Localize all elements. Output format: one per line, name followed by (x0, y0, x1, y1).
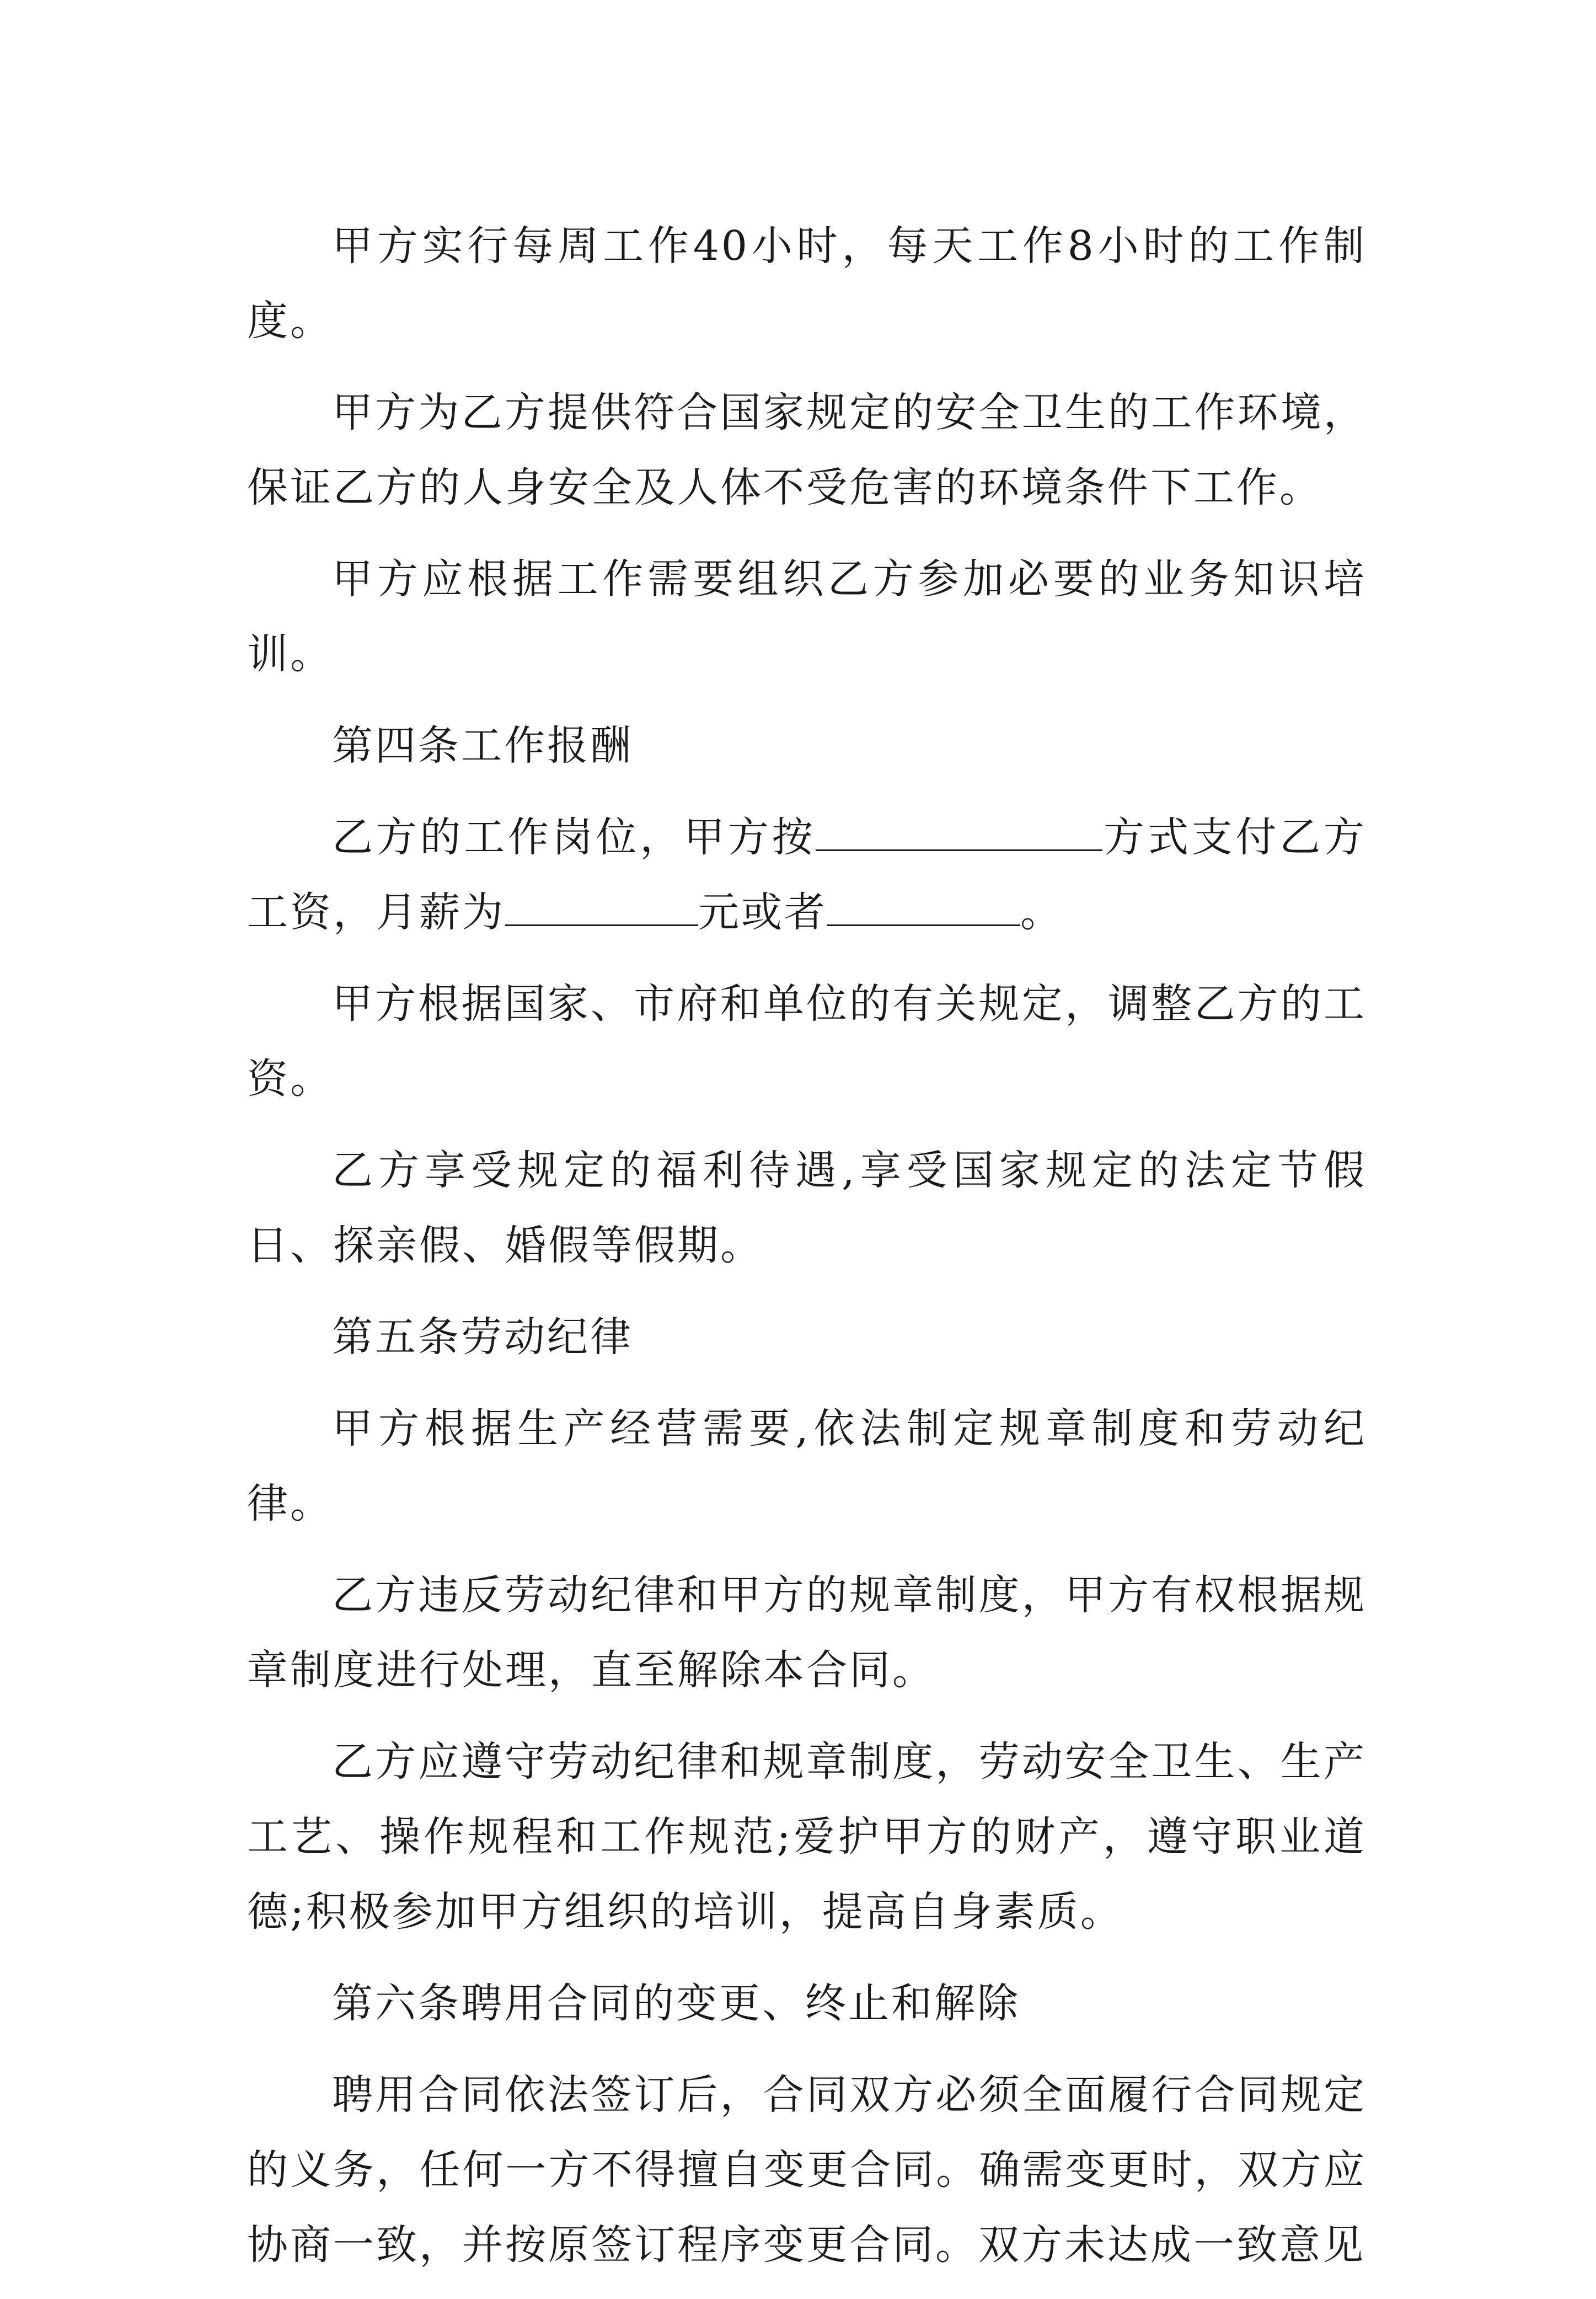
paragraph-rules: 甲方根据生产经营需要,依法制定规章制度和劳动纪律。 (247, 1405, 1367, 1527)
heading-article-6: 第六条聘用合同的变更、终止和解除 (332, 1980, 1020, 2027)
monthly-salary-blank (505, 889, 698, 926)
paragraph-training: 甲方应根据工作需要组织乙方参加必要的业务知识培训。 (247, 555, 1367, 678)
payment-text-3: 元或者 (698, 889, 827, 936)
paragraph-work-environment: 甲方为乙方提供符合国家规定的安全卫生的工作环境，保证乙方的人身安全及人体不受危害的环境条件下工作。 (247, 389, 1367, 511)
heading-article-4: 第四条工作报酬 (332, 722, 633, 769)
payment-method-blank (816, 814, 1102, 851)
paragraph-work-hours: 甲方实行每周工作40小时，每天工作8小时的工作制度。 (247, 222, 1367, 345)
alternative-payment-blank (827, 889, 1020, 926)
payment-text-4: 。 (1020, 889, 1063, 936)
document-page (247, 208, 1367, 2299)
paragraph-benefits: 乙方享受规定的福利待遇,享受国家规定的法定节假日、探亲假、婚假等假期。 (247, 1147, 1367, 1269)
paragraph-salary-adjustment: 甲方根据国家、市府和单位的有关规定，调整乙方的工资。 (247, 980, 1367, 1103)
paragraph-payment (247, 800, 1367, 950)
heading-article-5: 第五条劳动纪律 (332, 1313, 633, 1361)
paragraph-obligations: 乙方应遵守劳动纪律和规章制度，劳动安全卫生、生产工艺、操作规程和工作规范;爱护甲方的财产，遵守职业道德;积极参加甲方组织的培训，提高自身素质。 (247, 1738, 1367, 1936)
payment-text-2: 方式支付乙方工资，月薪为 (247, 814, 1367, 936)
payment-text-1: 乙方的工作岗位，甲方按 (332, 814, 816, 861)
paragraph-contract-change: 聘用合同依法签订后，合同双方必须全面履行合同规定的义务，任何一方不得擅自变更合同。确需变更时，双方应协商一致，并按原签订程序变更合同。双方未达成一致意见 (247, 2071, 1367, 2269)
paragraph-violation: 乙方违反劳动纪律和甲方的规章制度，甲方有权根据规章制度进行处理，直至解除本合同。 (247, 1571, 1367, 1694)
